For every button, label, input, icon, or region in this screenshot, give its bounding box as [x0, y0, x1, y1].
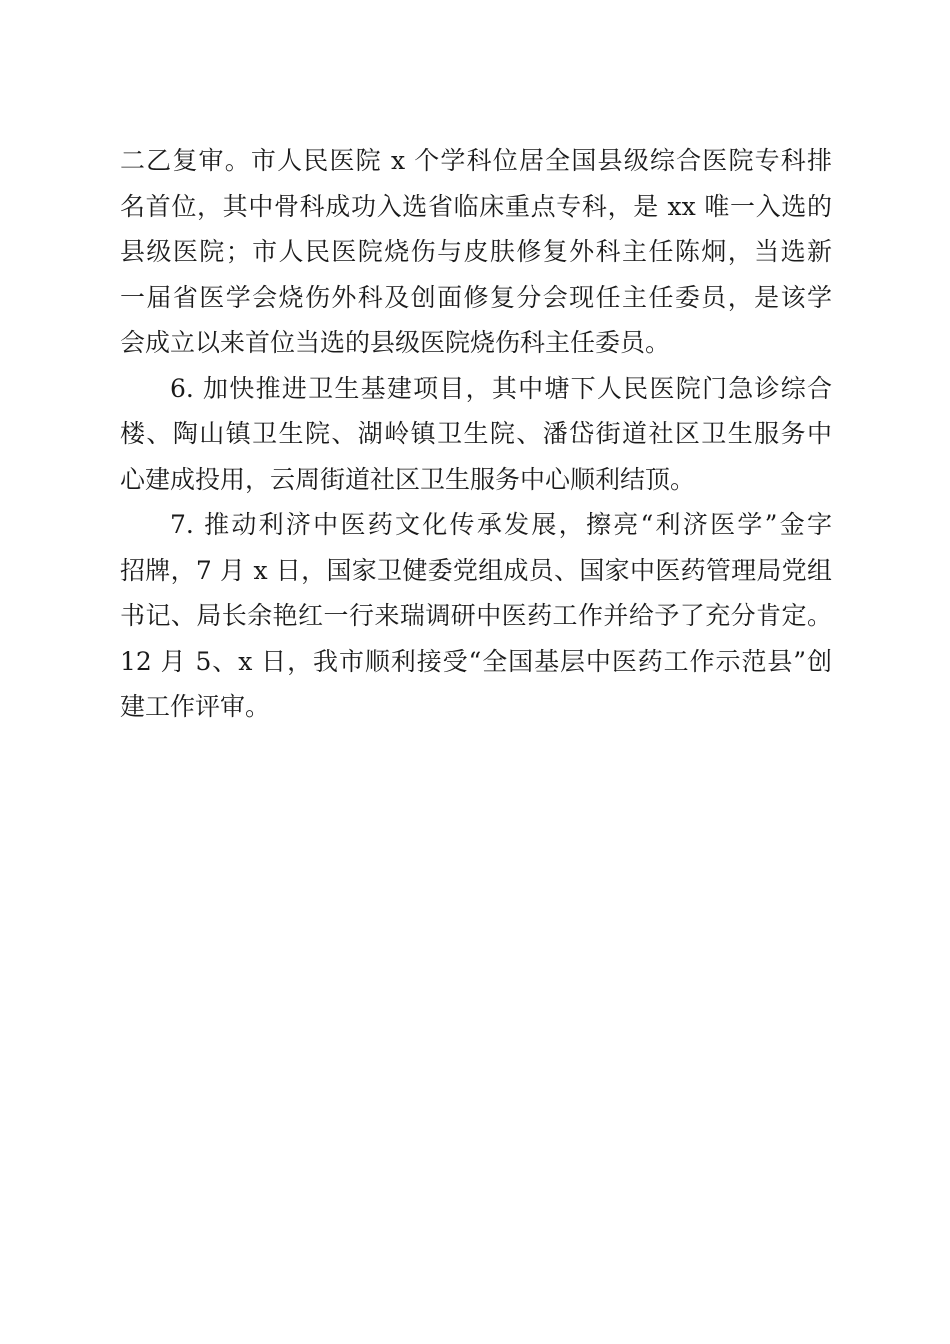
paragraph-line: 书记、局长余艳红一行来瑞调研中医药工作并给予了充分肯定。	[120, 601, 832, 630]
paragraph-line: 招牌，7 月 x 日，国家卫健委党组成员、国家中医药管理局党组	[120, 555, 832, 585]
paragraph-line: 县级医院；市人民医院烧伤与皮肤修复外科主任陈炯，当选新	[120, 237, 832, 266]
paragraph-line: 7. 推动利济中医药文化传承发展，擦亮“利济医学”金字	[170, 510, 832, 539]
paragraph-line: 名首位，其中骨科成功入选省临床重点专科，是 xx 唯一入选的	[120, 191, 832, 221]
paragraph-line: 二乙复审。市人民医院 x 个学科位居全国县级综合医院专科排	[120, 146, 832, 175]
paragraph-line: 建工作评审。	[120, 692, 271, 721]
paragraph-line: 会成立以来首位当选的县级医院烧伤科主任委员。	[120, 328, 671, 357]
paragraph-line: 12 月 5、x 日，我市顺利接受“全国基层中医药工作示范县”创	[120, 646, 832, 676]
paragraph-line: 楼、陶山镇卫生院、湖岭镇卫生院、潘岱街道社区卫生服务中	[120, 419, 832, 448]
paragraph-line: 一届省医学会烧伤外科及创面修复分会现任主任委员，是该学	[120, 282, 832, 312]
paragraph-line: 心建成投用，云周街道社区卫生服务中心顺利结顶。	[120, 464, 696, 494]
document-body	[120, 138, 832, 730]
paragraph-line: 6. 加快推进卫生基建项目，其中塘下人民医院门急诊综合	[170, 373, 832, 403]
